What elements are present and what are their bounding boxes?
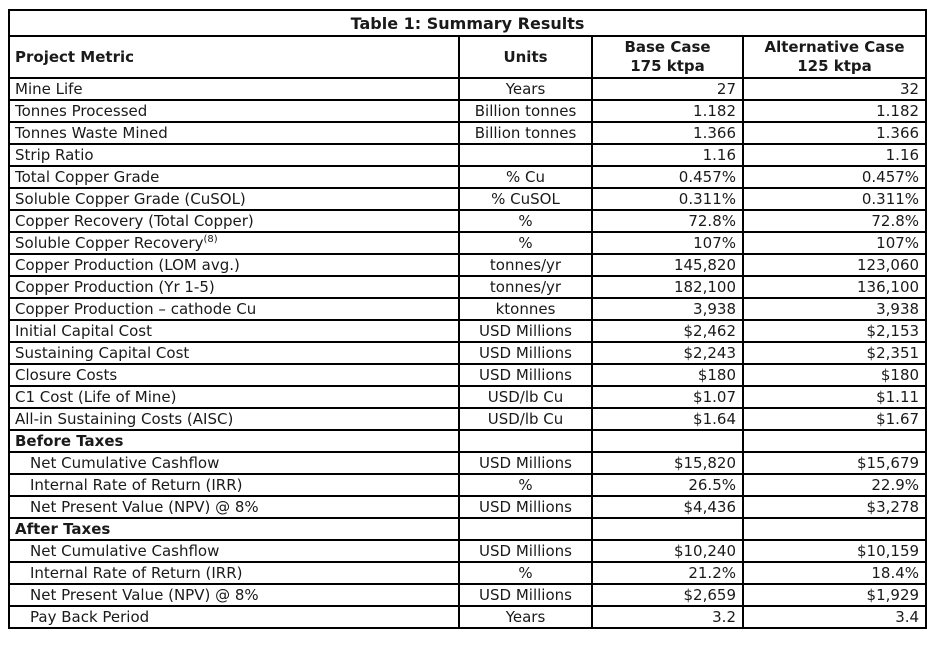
table-row — [9, 122, 926, 144]
metric-label: Copper Production (LOM avg.) — [15, 256, 240, 274]
col-header-base-case-label: Base Case — [624, 38, 711, 56]
units-cell: tonnes/yr — [459, 254, 592, 276]
metric-label: Before Taxes — [15, 432, 124, 450]
units-cell: USD/lb Cu — [459, 408, 592, 430]
alternative-case-value-cell: $3,278 — [743, 496, 926, 518]
metric-cell — [9, 144, 459, 166]
base-case-value-cell: 21.2% — [592, 562, 743, 584]
footnote-marker: (8) — [203, 234, 218, 245]
units-cell: USD Millions — [459, 584, 592, 606]
table-row — [9, 364, 926, 386]
units-cell: % — [459, 210, 592, 232]
base-case-value-cell: 26.5% — [592, 474, 743, 496]
base-case-value-cell: 145,820 — [592, 254, 743, 276]
metric-cell — [9, 606, 459, 628]
units-cell: tonnes/yr — [459, 276, 592, 298]
units-cell: USD Millions — [459, 496, 592, 518]
units-cell: % — [459, 474, 592, 496]
metric-label: Copper Recovery (Total Copper) — [15, 212, 254, 230]
table-row — [9, 78, 926, 100]
table-row — [9, 100, 926, 122]
metric-cell — [9, 122, 459, 144]
base-case-value-cell: 1.366 — [592, 122, 743, 144]
alternative-case-value-cell: 136,100 — [743, 276, 926, 298]
table-row — [9, 474, 926, 496]
units-cell: ktonnes — [459, 298, 592, 320]
metric-label: Net Cumulative Cashflow — [30, 454, 220, 472]
metric-cell — [9, 518, 459, 540]
summary-results-table — [8, 9, 927, 629]
metric-label: Soluble Copper Recovery — [15, 234, 204, 252]
metric-cell — [9, 430, 459, 452]
metric-cell — [9, 254, 459, 276]
base-case-value-cell: $2,243 — [592, 342, 743, 364]
alternative-case-value-cell: 18.4% — [743, 562, 926, 584]
metric-label: Strip Ratio — [15, 146, 94, 164]
metric-cell — [9, 342, 459, 364]
base-case-value-cell: 3.2 — [592, 606, 743, 628]
base-case-value-cell: 0.457% — [592, 166, 743, 188]
units-cell: USD Millions — [459, 540, 592, 562]
units-cell: USD Millions — [459, 320, 592, 342]
alternative-case-value-cell: $180 — [743, 364, 926, 386]
alternative-case-value-cell: 72.8% — [743, 210, 926, 232]
table-body — [9, 78, 926, 628]
metric-label: Internal Rate of Return (IRR) — [30, 476, 243, 494]
base-case-value-cell: 3,938 — [592, 298, 743, 320]
table-row — [9, 166, 926, 188]
units-cell: % — [459, 562, 592, 584]
table-head — [9, 10, 926, 78]
alternative-case-value-cell: $1.67 — [743, 408, 926, 430]
base-case-value-cell: 0.311% — [592, 188, 743, 210]
units-cell: Billion tonnes — [459, 100, 592, 122]
table-row — [9, 386, 926, 408]
units-cell: Billion tonnes — [459, 122, 592, 144]
alternative-case-value-cell: 107% — [743, 232, 926, 254]
metric-cell — [9, 78, 459, 100]
metric-cell — [9, 496, 459, 518]
metric-label: C1 Cost (Life of Mine) — [15, 388, 177, 406]
base-case-value-cell: 1.182 — [592, 100, 743, 122]
units-cell: % CuSOL — [459, 188, 592, 210]
base-case-value-cell: $1.64 — [592, 408, 743, 430]
base-case-value-cell: $15,820 — [592, 452, 743, 474]
base-case-value-cell — [592, 518, 743, 540]
alternative-case-value-cell: 0.311% — [743, 188, 926, 210]
metric-label: Initial Capital Cost — [15, 322, 152, 340]
metric-label: All-in Sustaining Costs (AISC) — [15, 410, 234, 428]
metric-cell — [9, 166, 459, 188]
base-case-value-cell: $4,436 — [592, 496, 743, 518]
col-header-alternative-case-sub: 125 ktpa — [797, 57, 872, 75]
alternative-case-value-cell: $1.11 — [743, 386, 926, 408]
col-header-base-case-sub: 175 ktpa — [630, 57, 705, 75]
table-row — [9, 342, 926, 364]
units-cell: USD Millions — [459, 342, 592, 364]
col-header-base-case — [592, 36, 743, 78]
base-case-value-cell — [592, 430, 743, 452]
units-cell: USD Millions — [459, 364, 592, 386]
table-row — [9, 540, 926, 562]
metric-cell — [9, 320, 459, 342]
table-row — [9, 562, 926, 584]
col-header-alternative-case — [743, 36, 926, 78]
metric-cell — [9, 562, 459, 584]
units-cell — [459, 144, 592, 166]
metric-cell — [9, 408, 459, 430]
column-header-row — [9, 36, 926, 78]
col-header-alternative-case-label: Alternative Case — [764, 38, 905, 56]
metric-cell — [9, 100, 459, 122]
units-cell: % — [459, 232, 592, 254]
alternative-case-value-cell: 1.182 — [743, 100, 926, 122]
table-title-row — [9, 10, 926, 36]
metric-cell — [9, 584, 459, 606]
alternative-case-value-cell: 1.366 — [743, 122, 926, 144]
metric-label: Internal Rate of Return (IRR) — [30, 564, 243, 582]
alternative-case-value-cell: 32 — [743, 78, 926, 100]
base-case-value-cell: 1.16 — [592, 144, 743, 166]
metric-label: Net Present Value (NPV) @ 8% — [30, 586, 259, 604]
col-header-units: Units — [459, 36, 592, 78]
units-cell: Years — [459, 78, 592, 100]
metric-cell — [9, 474, 459, 496]
units-cell: Years — [459, 606, 592, 628]
base-case-value-cell: 72.8% — [592, 210, 743, 232]
metric-label: Net Cumulative Cashflow — [30, 542, 220, 560]
base-case-value-cell: 182,100 — [592, 276, 743, 298]
table-row — [9, 496, 926, 518]
units-cell: USD Millions — [459, 452, 592, 474]
metric-label: Pay Back Period — [30, 608, 150, 626]
metric-label: Sustaining Capital Cost — [15, 344, 190, 362]
units-cell — [459, 518, 592, 540]
metric-label: Tonnes Waste Mined — [15, 124, 168, 142]
alternative-case-value-cell: $1,929 — [743, 584, 926, 606]
metric-label: After Taxes — [15, 520, 111, 538]
table-row — [9, 298, 926, 320]
base-case-value-cell: 27 — [592, 78, 743, 100]
alternative-case-value-cell: $15,679 — [743, 452, 926, 474]
alternative-case-value-cell: 3,938 — [743, 298, 926, 320]
alternative-case-value-cell: 3.4 — [743, 606, 926, 628]
metric-label: Net Present Value (NPV) @ 8% — [30, 498, 259, 516]
table-row — [9, 320, 926, 342]
section-row — [9, 430, 926, 452]
alternative-case-value-cell: $2,351 — [743, 342, 926, 364]
base-case-value-cell: $180 — [592, 364, 743, 386]
metric-label: Soluble Copper Grade (CuSOL) — [15, 190, 246, 208]
metric-label: Tonnes Processed — [15, 102, 148, 120]
alternative-case-value-cell: 123,060 — [743, 254, 926, 276]
base-case-value-cell: $2,659 — [592, 584, 743, 606]
alternative-case-value-cell: 1.16 — [743, 144, 926, 166]
alternative-case-value-cell: 0.457% — [743, 166, 926, 188]
metric-cell — [9, 364, 459, 386]
table-row — [9, 254, 926, 276]
table-row — [9, 188, 926, 210]
table-row — [9, 606, 926, 628]
table-row — [9, 232, 926, 254]
table-title: Table 1: Summary Results — [9, 10, 926, 36]
table-row — [9, 144, 926, 166]
metric-cell — [9, 276, 459, 298]
base-case-value-cell: $2,462 — [592, 320, 743, 342]
metric-cell — [9, 210, 459, 232]
col-header-project-metric: Project Metric — [9, 36, 459, 78]
base-case-value-cell: $10,240 — [592, 540, 743, 562]
table-row — [9, 408, 926, 430]
alternative-case-value-cell — [743, 518, 926, 540]
base-case-value-cell: $1.07 — [592, 386, 743, 408]
alternative-case-value-cell: $10,159 — [743, 540, 926, 562]
table-row — [9, 584, 926, 606]
alternative-case-value-cell: $2,153 — [743, 320, 926, 342]
table-row — [9, 210, 926, 232]
metric-cell — [9, 188, 459, 210]
metric-cell — [9, 232, 459, 254]
metric-label: Mine Life — [15, 80, 83, 98]
units-cell — [459, 430, 592, 452]
metric-label: Copper Production – cathode Cu — [15, 300, 257, 318]
alternative-case-value-cell: 22.9% — [743, 474, 926, 496]
metric-label: Total Copper Grade — [15, 168, 160, 186]
table-row — [9, 452, 926, 474]
base-case-value-cell: 107% — [592, 232, 743, 254]
units-cell: USD/lb Cu — [459, 386, 592, 408]
alternative-case-value-cell — [743, 430, 926, 452]
metric-cell — [9, 452, 459, 474]
metric-label: Copper Production (Yr 1-5) — [15, 278, 215, 296]
metric-cell — [9, 298, 459, 320]
metric-cell — [9, 540, 459, 562]
table-row — [9, 276, 926, 298]
units-cell: % Cu — [459, 166, 592, 188]
metric-label: Closure Costs — [15, 366, 118, 384]
section-row — [9, 518, 926, 540]
metric-cell — [9, 386, 459, 408]
